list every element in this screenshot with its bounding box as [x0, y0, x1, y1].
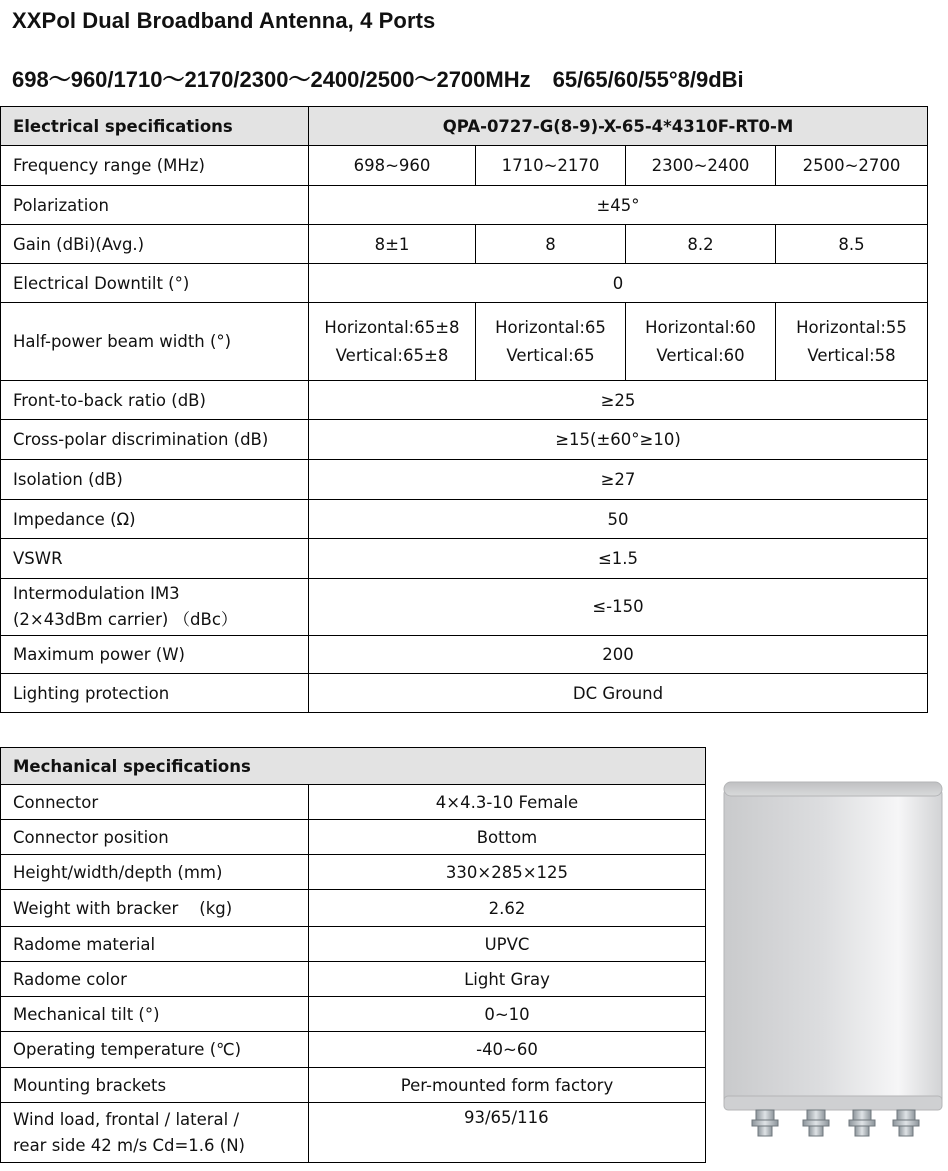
table-row — [1, 855, 706, 890]
row-label-line1: Intermodulation IM3 — [13, 584, 180, 603]
row-label: Isolation (dB) — [1, 460, 309, 500]
table-row — [1, 420, 928, 460]
row-label: Frequency range (MHz) — [1, 146, 309, 186]
mechanical-header-label: Mechanical specifications — [1, 748, 706, 785]
table-row — [1, 539, 928, 579]
row-label: Electrical Downtilt (°) — [1, 264, 309, 303]
electrical-header-label: Electrical specifications — [1, 107, 309, 146]
beamwidth-horizontal: Horizontal:60 — [645, 317, 756, 337]
row-value: ≥25 — [309, 381, 928, 420]
row-label: Front-to-back ratio (dB) — [1, 381, 309, 420]
table-row — [1, 225, 928, 264]
row-value: Light Gray — [309, 962, 706, 997]
table-row — [1, 962, 706, 997]
beamwidth-band-4 — [776, 303, 928, 381]
radome-body — [724, 788, 942, 1106]
row-label — [1, 1103, 309, 1163]
table-row — [1, 674, 928, 713]
row-value: 50 — [309, 500, 928, 539]
row-label: Connector — [1, 785, 309, 820]
beamwidth-vertical: Vertical:65 — [506, 345, 595, 365]
table-row — [1, 303, 928, 381]
row-label: Weight with bracker (kg) — [1, 890, 309, 927]
beamwidth-horizontal: Horizontal:55 — [796, 317, 907, 337]
mechanical-specs-table — [0, 747, 706, 1163]
row-label — [1, 579, 309, 636]
row-label: Lighting protection — [1, 674, 309, 713]
document-subtitle: 698～960/1710～2170/2300～2400/2500～2700MHz 65/65/60/55°8/9dBi — [12, 67, 744, 92]
table-row — [1, 1103, 706, 1163]
row-label-line2: (2×43dBm carrier) （dBc） — [13, 610, 238, 629]
table-row — [1, 1068, 706, 1103]
antenna-product-photo — [722, 780, 944, 1142]
row-label: Impedance (Ω) — [1, 500, 309, 539]
table-row — [1, 107, 928, 146]
row-label: Mechanical tilt (°) — [1, 997, 309, 1032]
table-row — [1, 927, 706, 962]
row-value: -40~60 — [309, 1032, 706, 1068]
table-row — [1, 579, 928, 636]
beamwidth-vertical: Vertical:65±8 — [335, 345, 449, 365]
beamwidth-band-2 — [476, 303, 626, 381]
beamwidth-vertical: Vertical:60 — [656, 345, 745, 365]
row-value: ≤1.5 — [309, 539, 928, 579]
table-row — [1, 460, 928, 500]
row-label: Gain (dBi)(Avg.) — [1, 225, 309, 264]
row-label: Radome color — [1, 962, 309, 997]
table-row — [1, 785, 706, 820]
row-label: Half-power beam width (°) — [1, 303, 309, 381]
row-value: 4×4.3-10 Female — [309, 785, 706, 820]
row-label: Polarization — [1, 186, 309, 225]
table-row — [1, 500, 928, 539]
row-value: Bottom — [309, 820, 706, 855]
electrical-specs-table — [0, 106, 928, 713]
table-row — [1, 748, 706, 785]
frequency-band-2: 1710~2170 — [476, 146, 626, 186]
row-label-line1: Wind load, frontal / lateral / — [13, 1109, 240, 1129]
beamwidth-horizontal: Horizontal:65±8 — [324, 317, 460, 337]
table-row — [1, 1032, 706, 1068]
table-row — [1, 636, 928, 674]
connector-icon — [849, 1110, 875, 1136]
frequency-band-1: 698~960 — [309, 146, 476, 186]
table-row — [1, 890, 706, 927]
gain-band-4: 8.5 — [776, 225, 928, 264]
row-label: Maximum power (W) — [1, 636, 309, 674]
radome-top-cap — [724, 782, 942, 796]
row-label: Cross-polar discrimination (dB) — [1, 420, 309, 460]
beamwidth-band-3 — [626, 303, 776, 381]
row-label: VSWR — [1, 539, 309, 579]
row-label: Radome material — [1, 927, 309, 962]
row-value: 330×285×125 — [309, 855, 706, 890]
table-row — [1, 820, 706, 855]
gain-band-1: 8±1 — [309, 225, 476, 264]
row-value: DC Ground — [309, 674, 928, 713]
frequency-band-4: 2500~2700 — [776, 146, 928, 186]
table-row — [1, 146, 928, 186]
row-value: 2.62 — [309, 890, 706, 927]
connector-icon — [752, 1110, 778, 1136]
gain-band-3: 8.2 — [626, 225, 776, 264]
row-value: ≤-150 — [309, 579, 928, 636]
row-value: ±45° — [309, 186, 928, 225]
row-label-line2: rear side 42 m/s Cd=1.6 (N) — [13, 1135, 245, 1155]
gain-band-2: 8 — [476, 225, 626, 264]
beamwidth-vertical: Vertical:58 — [807, 345, 896, 365]
row-label: Connector position — [1, 820, 309, 855]
table-row — [1, 381, 928, 420]
connector-icon — [893, 1110, 919, 1136]
radome-bottom-cap — [724, 1096, 942, 1110]
table-row — [1, 264, 928, 303]
model-number: QPA-0727-G(8-9)-X-65-4*4310F-RT0-M — [309, 107, 928, 146]
table-row — [1, 186, 928, 225]
document-title: XXPol Dual Broadband Antenna, 4 Ports — [12, 8, 436, 33]
beamwidth-horizontal: Horizontal:65 — [495, 317, 606, 337]
row-value: Per-mounted form factory — [309, 1068, 706, 1103]
row-label: Operating temperature (℃) — [1, 1032, 309, 1068]
connector-icon — [803, 1110, 829, 1136]
row-value: 200 — [309, 636, 928, 674]
row-value: 0 — [309, 264, 928, 303]
row-value: 93/65/116 — [309, 1103, 706, 1163]
row-value: ≥15(±60°≥10) — [309, 420, 928, 460]
table-row — [1, 997, 706, 1032]
row-label: Height/width/depth (mm) — [1, 855, 309, 890]
row-value: UPVC — [309, 927, 706, 962]
row-label: Mounting brackets — [1, 1068, 309, 1103]
row-value: ≥27 — [309, 460, 928, 500]
row-value: 0~10 — [309, 997, 706, 1032]
frequency-band-3: 2300~2400 — [626, 146, 776, 186]
beamwidth-band-1 — [309, 303, 476, 381]
